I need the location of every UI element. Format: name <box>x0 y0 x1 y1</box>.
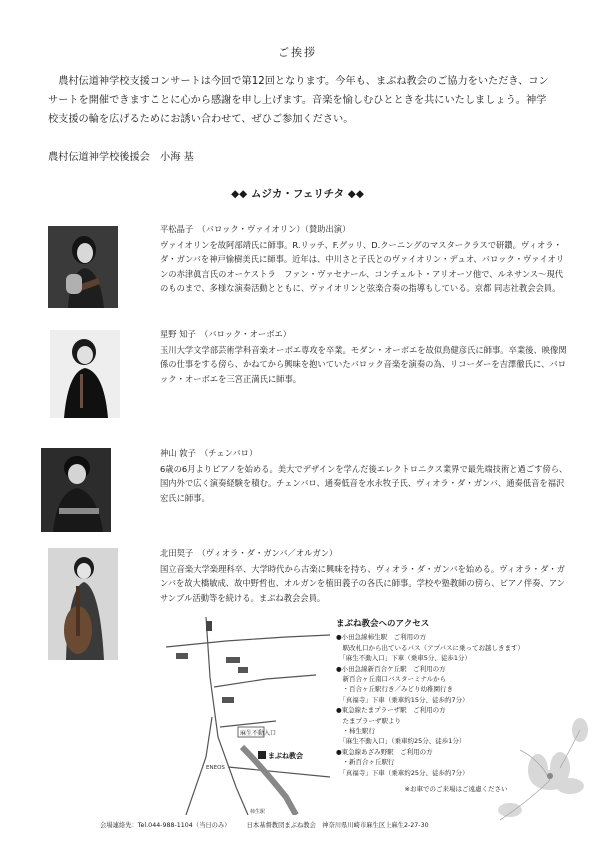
footer <box>100 820 560 829</box>
access-line: ●小田急線柿生駅 ご利用の方 <box>336 633 427 642</box>
performer-bio-2 <box>160 327 570 386</box>
access-line: ・百合ヶ丘駅行き／みどり幼稚園行き <box>336 685 453 694</box>
access-line: 駅改札口から出ているバス（アプバスに乗ってお越しきます） <box>336 643 524 652</box>
performer-name: 平松晶子 <box>160 224 194 234</box>
access-line: ●小田急線新百合ケ丘駅 ご利用の方 <box>336 664 446 673</box>
access-line: 「真福寺」下車（乗車約25分、徒歩約7分） <box>336 768 469 777</box>
performer-role: （ヴィオラ・ダ・ガンバ／オルガン） <box>201 548 338 558</box>
performer-bio-4 <box>160 546 570 605</box>
bus-stop-label: 麻生不動入口 <box>240 730 277 737</box>
performer-photo-hoshino <box>50 330 120 418</box>
church-label: まぶね教会 <box>268 752 303 760</box>
footer-contact: 会場連絡先：Tel.044-988-1104（当日のみ） <box>100 822 231 829</box>
access-note: ※お車でのご来場はご遠慮ください <box>404 785 508 794</box>
access-line: 新百合ヶ丘南口バスターミナルから <box>336 675 447 684</box>
performer-name: 北田契子 <box>160 548 194 558</box>
access-line: 「真福寺」下車（乗車約15分、徒歩約7分） <box>336 695 469 704</box>
performer-bio-text: 国立音楽大学楽理科卒、大学時代から古楽に興味を持ち、ヴィオラ・ダ・ガンバを始める。ヴィオラ・ダ・ガンバを故大橋敏成、故中野哲也、オルガンを植田義子の各氏に師事。学校や塾教師の傍ら、ピアノ伴奏、アンサンブル活動等を続ける。まぶね教会会員。 <box>160 563 565 603</box>
footer-org: 日本基督教団まぶね教会 神奈川県川崎市麻生区上麻生2-27-30 <box>246 822 429 829</box>
performer-name: 神山 敦子 <box>160 448 196 458</box>
decorative-flowers <box>430 690 590 830</box>
access-line: たまプラーザ駅より <box>336 716 401 725</box>
performer-role: （バロック・ヴァイオリン）（賛助出演） <box>201 224 351 234</box>
performer-bio-1 <box>160 222 570 296</box>
performer-photo-kamiyama <box>41 448 111 532</box>
performer-bio-text: 玉川大学文学部芸術学科音楽オーボエ専攻を卒業。モダン・オーボエを故似鳥健彦氏に師事。卒業後、映像関係の仕事をする傍ら、かねてから興味を抱いていたバロック音楽を演奏の為、リコーダーを吉澤徹氏に、バロック・オーボエを三宮正満氏に師事。 <box>160 344 567 384</box>
access-line: 「麻生不動入口」（乗車約25分、徒歩1分） <box>336 737 466 746</box>
access-line: 「麻生不動入口」下車（乗車5分、徒歩1分） <box>336 654 472 663</box>
access-line: ●東急線あざみ野駅 ご利用の方 <box>336 747 433 756</box>
performer-name: 星野 知子 <box>160 329 196 339</box>
greeting-body: 農村伝道神学校支援コンサートは今回で第12回となります。今年も、まぶね教会のご協力をいただき、コンサートを開催できますことに心から感謝を申し上げます。音楽を愉しむひとときを共にいたしましょう。神学校支援の輪を広げるためにお誘い合わせて、ぜひご参加ください。 <box>48 76 549 125</box>
greeting-signature: 農村伝道神学校後援会 小海 基 <box>48 152 194 163</box>
eneos-label: ENEOS <box>206 765 225 771</box>
performer-photo-kitada <box>48 548 118 660</box>
performer-bio-3 <box>160 446 570 505</box>
performer-bio-text: ヴァイオリンを故阿部靖氏に師事。R.リッチ、F.グッリ、D.クーニングのマスタークラスで研鑽。ヴィオラ・ダ・ガンバを神戸愉樹美氏に師事。近年は、中川さと子氏とのヴァイオリン・デュオ、バロック・ヴァイオリンの赤津眞言氏のオーケストラ ファン・ヴァセナール、コンチェルト・アリオーソ他で、ルネサンス〜現代のものまで、多様な演奏活動とともに、ヴァイオリンと弦楽合奏の指導もしている。京都 同志社教会会員。 <box>160 239 565 294</box>
greeting-title: ご挨拶 <box>278 46 317 59</box>
performer-role: （バロック・オーボエ） <box>204 329 292 339</box>
station-label: 柿生駅 <box>250 809 266 815</box>
access-line: ・新百合ヶ丘駅行 <box>336 758 395 767</box>
performer-role: （チェンバロ） <box>204 448 258 458</box>
ensemble-title: ◆◆ ムジカ・フェリチタ ◆◆ <box>231 188 364 200</box>
access-map <box>166 617 330 815</box>
performer-photo-hiramatsu <box>48 226 118 308</box>
access-line: ●東急線たまプラーザ駅 ご利用の方 <box>336 706 446 715</box>
access-line: ・柿生駅行 <box>336 727 375 736</box>
access-title: まぶね教会へのアクセス <box>336 619 430 629</box>
performer-bio-text: 6歳の6月よりピアノを始める。美大でデザインを学んだ後エレクトロニクス業界で最先端技術と過ごす傍ら、国内外で広く演奏経験を積む。チェンバロ、通奏低音を水永牧子氏、ヴィオラ・ダ・ガンバ、通奏低音を福沢宏氏に師事。 <box>160 463 568 503</box>
